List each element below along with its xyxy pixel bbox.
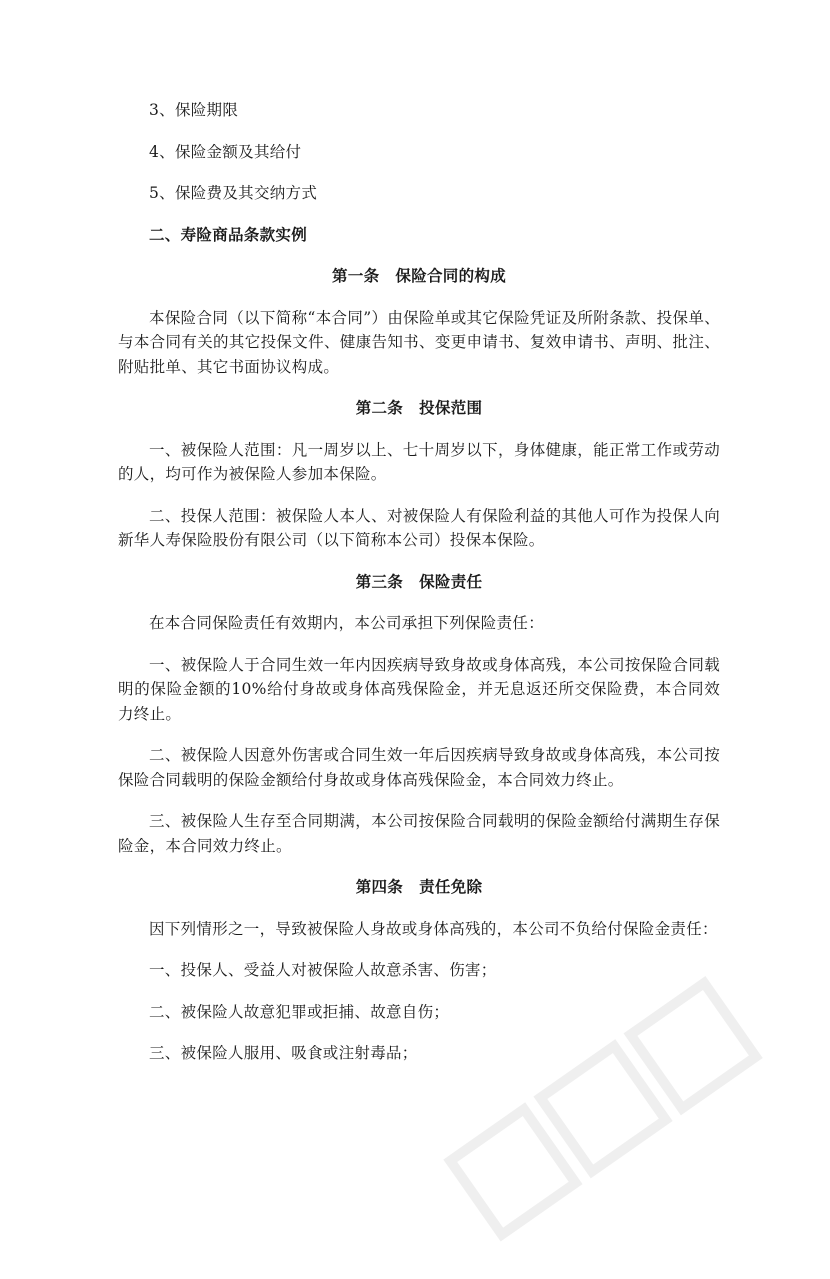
section-heading: 二、寿险商品条款实例 — [149, 224, 308, 244]
article-heading — [118, 875, 720, 900]
article-number: 第一条 — [331, 266, 380, 285]
article-heading — [118, 396, 720, 421]
article-title: 投保范围 — [419, 398, 483, 417]
paragraph: 三、被保险人服用、吸食或注射毒品； — [149, 1044, 418, 1062]
article-heading — [118, 264, 720, 289]
list-item: 5、保险费及其交纳方式 — [149, 184, 318, 202]
paragraph: 三、被保险人生存至合同期满，本公司按保险合同载明的保险金额给付满期生存保险金，本合同效力终止。 — [118, 812, 720, 855]
paragraph: 一、投保人、受益人对被保险人故意杀害、伤害； — [149, 961, 497, 979]
article-title: 责任免除 — [419, 877, 483, 896]
paragraph: 二、投保人范围：被保险人本人、对被保险人有保险利益的其他人可作为投保人向新华人寿保险股份有限公司（以下简称本公司）投保本保险。 — [118, 506, 720, 549]
paragraph: 一、被保险人范围：凡一周岁以上、七十周岁以下，身体健康，能正常工作或劳动的人，均可作为被保险人参加本保险。 — [118, 440, 720, 483]
article-number: 第二条 — [355, 398, 404, 417]
paragraph: 二、被保险人因意外伤害或合同生效一年后因疾病导致身故或身体高残，本公司按保险合同载明的保险金额给付身故或身体高残保险金，本合同效力终止。 — [118, 746, 720, 789]
article-title: 保险责任 — [419, 571, 483, 591]
article-title: 保险合同的构成 — [395, 266, 506, 285]
article-heading — [118, 570, 720, 595]
paragraph: 二、被保险人故意犯罪或拒捕、故意自伤； — [149, 1002, 450, 1021]
paragraph: 本保险合同（以下简称“本合同”）由保险单或其它保险凭证及所附条款、投保单、与本合同有关的其它投保文件、健康告知书、变更申请书、复效申请书、声明、批注、附贴批单、其它书面协议构成。 — [118, 308, 720, 376]
document-body — [118, 98, 720, 1083]
paragraph: 因下列情形之一，导致被保险人身故或身体高残的，本公司不负给付保险金责任： — [149, 919, 718, 938]
article-number: 第四条 — [355, 877, 404, 896]
paragraph: 在本合同保险责任有效期内，本公司承担下列保险责任： — [149, 614, 545, 632]
list-item: 4、保险金额及其给付 — [149, 142, 302, 161]
list-item: 3、保险期限 — [149, 101, 239, 119]
article-number: 第三条 — [355, 571, 404, 591]
paragraph: 一、被保险人于合同生效一年内因疾病导致身故或身体高残，本公司按保险合同载明的保险金额的10%给付身故或身体高残保险金，并无息返还所交保险费，本合同效力终止。 — [118, 655, 720, 723]
